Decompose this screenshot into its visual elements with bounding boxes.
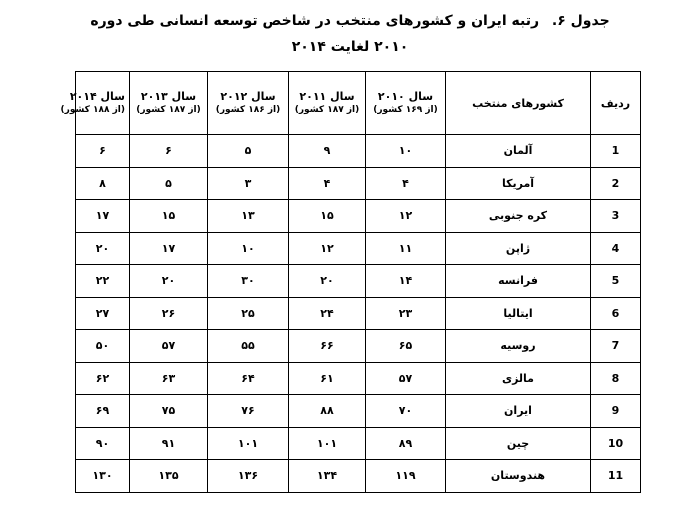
table-row: [76, 265, 641, 298]
header-year-2010: [366, 72, 446, 135]
row-rank-cell: 5: [591, 265, 641, 298]
row-country-cell: ایتالیا: [446, 297, 591, 330]
row-value-cell: ۸۹: [366, 427, 446, 460]
row-value-cell: ۹: [289, 135, 366, 168]
row-value-cell: ۲۰: [76, 232, 130, 265]
row-value-cell: ۲۷: [76, 297, 130, 330]
header-year-label: سال ۲۰۱۰: [377, 90, 434, 103]
row-value-cell: ۴: [289, 167, 366, 200]
row-country-cell: چین: [446, 427, 591, 460]
row-value-cell: ۱۲: [366, 200, 446, 233]
row-value-cell: ۶: [76, 135, 130, 168]
header-year-2014: [60, 72, 130, 135]
row-value-cell: ۲۰: [289, 265, 366, 298]
row-rank-cell: 11: [591, 460, 641, 493]
row-value-cell: ۶۶: [289, 330, 366, 363]
header-row: [76, 72, 641, 135]
row-value-cell: ۳: [208, 167, 289, 200]
row-value-cell: ۱۱: [366, 232, 446, 265]
row-value-cell: ۱۷: [130, 232, 208, 265]
row-value-cell: ۹۰: [76, 427, 130, 460]
row-rank-cell: 3: [591, 200, 641, 233]
header-year-label: سال ۲۰۱۱: [299, 90, 355, 103]
header-rank: ردیف: [591, 72, 641, 135]
row-value-cell: ۵: [130, 167, 208, 200]
header-year-label: سال ۲۰۱۴: [69, 90, 125, 103]
table-row: [76, 460, 641, 493]
header-year-2011: [289, 72, 366, 135]
row-value-cell: ۸: [76, 167, 130, 200]
row-value-cell: ۵۰: [76, 330, 130, 363]
row-value-cell: ۱۷: [76, 200, 130, 233]
header-country-count: (از ۱۶۹ کشور): [373, 105, 438, 115]
header-country: کشورهای منتخب: [446, 72, 591, 135]
table-row: [76, 330, 641, 363]
row-value-cell: ۲۶: [130, 297, 208, 330]
row-value-cell: ۹۱: [130, 427, 208, 460]
row-value-cell: ۱۳۶: [208, 460, 289, 493]
row-rank-cell: 1: [591, 135, 641, 168]
row-country-cell: مالزی: [446, 362, 591, 395]
row-value-cell: ۱۱۹: [366, 460, 446, 493]
table-row: [76, 362, 641, 395]
table-row: [76, 395, 641, 428]
header-year-2012: [208, 72, 289, 135]
table-caption-text: رتبه ایران و کشورهای منتخب در شاخص توسعه انسانی طی دوره: [90, 13, 540, 29]
row-country-cell: روسیه: [446, 330, 591, 363]
row-value-cell: ۶: [130, 135, 208, 168]
row-value-cell: ۳۰: [208, 265, 289, 298]
row-value-cell: ۱۳۵: [130, 460, 208, 493]
row-country-cell: کره جنوبی: [446, 200, 591, 233]
row-value-cell: ۵: [208, 135, 289, 168]
row-value-cell: ۱۵: [130, 200, 208, 233]
row-value-cell: ۷۰: [366, 395, 446, 428]
row-value-cell: ۵۵: [208, 330, 289, 363]
row-rank-cell: 7: [591, 330, 641, 363]
row-rank-cell: 8: [591, 362, 641, 395]
table-row: [76, 167, 641, 200]
row-value-cell: ۴: [366, 167, 446, 200]
row-rank-cell: 6: [591, 297, 641, 330]
row-rank-cell: 10: [591, 427, 641, 460]
row-country-cell: ایران: [446, 395, 591, 428]
row-value-cell: ۶۱: [289, 362, 366, 395]
header-country-count: (از ۱۸۷ کشور): [294, 105, 360, 115]
row-value-cell: ۱۳۰: [76, 460, 130, 493]
row-value-cell: ۲۴: [289, 297, 366, 330]
row-value-cell: ۶۳: [130, 362, 208, 395]
table-row: [76, 232, 641, 265]
row-value-cell: ۱۰: [208, 232, 289, 265]
row-value-cell: ۸۸: [289, 395, 366, 428]
row-value-cell: ۶۲: [76, 362, 130, 395]
table-body: [76, 135, 641, 493]
row-value-cell: ۲۲: [76, 265, 130, 298]
table-row: [76, 135, 641, 168]
header-year-label: سال ۲۰۱۳: [140, 90, 197, 103]
row-value-cell: ۷۶: [208, 395, 289, 428]
row-rank-cell: 2: [591, 167, 641, 200]
row-value-cell: ۱۴: [366, 265, 446, 298]
row-value-cell: ۵۷: [366, 362, 446, 395]
row-value-cell: ۶۹: [76, 395, 130, 428]
table-caption: [0, 11, 700, 31]
table-caption-number: جدول ۶.: [551, 13, 610, 29]
row-rank-cell: 9: [591, 395, 641, 428]
row-value-cell: ۱۰: [366, 135, 446, 168]
row-value-cell: ۱۳۴: [289, 460, 366, 493]
row-country-cell: آمریکا: [446, 167, 591, 200]
row-value-cell: ۶۴: [208, 362, 289, 395]
table-caption-period: ۲۰۱۰ لغایت ۲۰۱۴: [291, 39, 409, 55]
row-value-cell: ۱۲: [289, 232, 366, 265]
row-value-cell: ۲۰: [130, 265, 208, 298]
header-country-count: (از ۱۸۶ کشور): [215, 105, 281, 115]
row-value-cell: ۶۵: [366, 330, 446, 363]
header-country-count: (از ۱۸۸ کشور): [60, 105, 125, 115]
row-value-cell: ۲۳: [366, 297, 446, 330]
row-value-cell: ۱۰۱: [208, 427, 289, 460]
hdi-rank-table: [60, 71, 641, 493]
row-country-cell: آلمان: [446, 135, 591, 168]
table-row: [76, 297, 641, 330]
row-value-cell: ۱۳: [208, 200, 289, 233]
table-row: [76, 427, 641, 460]
row-value-cell: ۱۰۱: [289, 427, 366, 460]
row-rank-cell: 4: [591, 232, 641, 265]
header-year-2013: [130, 72, 208, 135]
row-value-cell: ۱۵: [289, 200, 366, 233]
row-value-cell: ۲۵: [208, 297, 289, 330]
row-value-cell: ۵۷: [130, 330, 208, 363]
header-year-label: سال ۲۰۱۲: [220, 90, 276, 103]
row-country-cell: فرانسه: [446, 265, 591, 298]
row-country-cell: ژاپن: [446, 232, 591, 265]
table-row: [76, 200, 641, 233]
header-country-count: (از ۱۸۷ کشور): [136, 105, 201, 115]
row-country-cell: هندوستان: [446, 460, 591, 493]
row-value-cell: ۷۵: [130, 395, 208, 428]
